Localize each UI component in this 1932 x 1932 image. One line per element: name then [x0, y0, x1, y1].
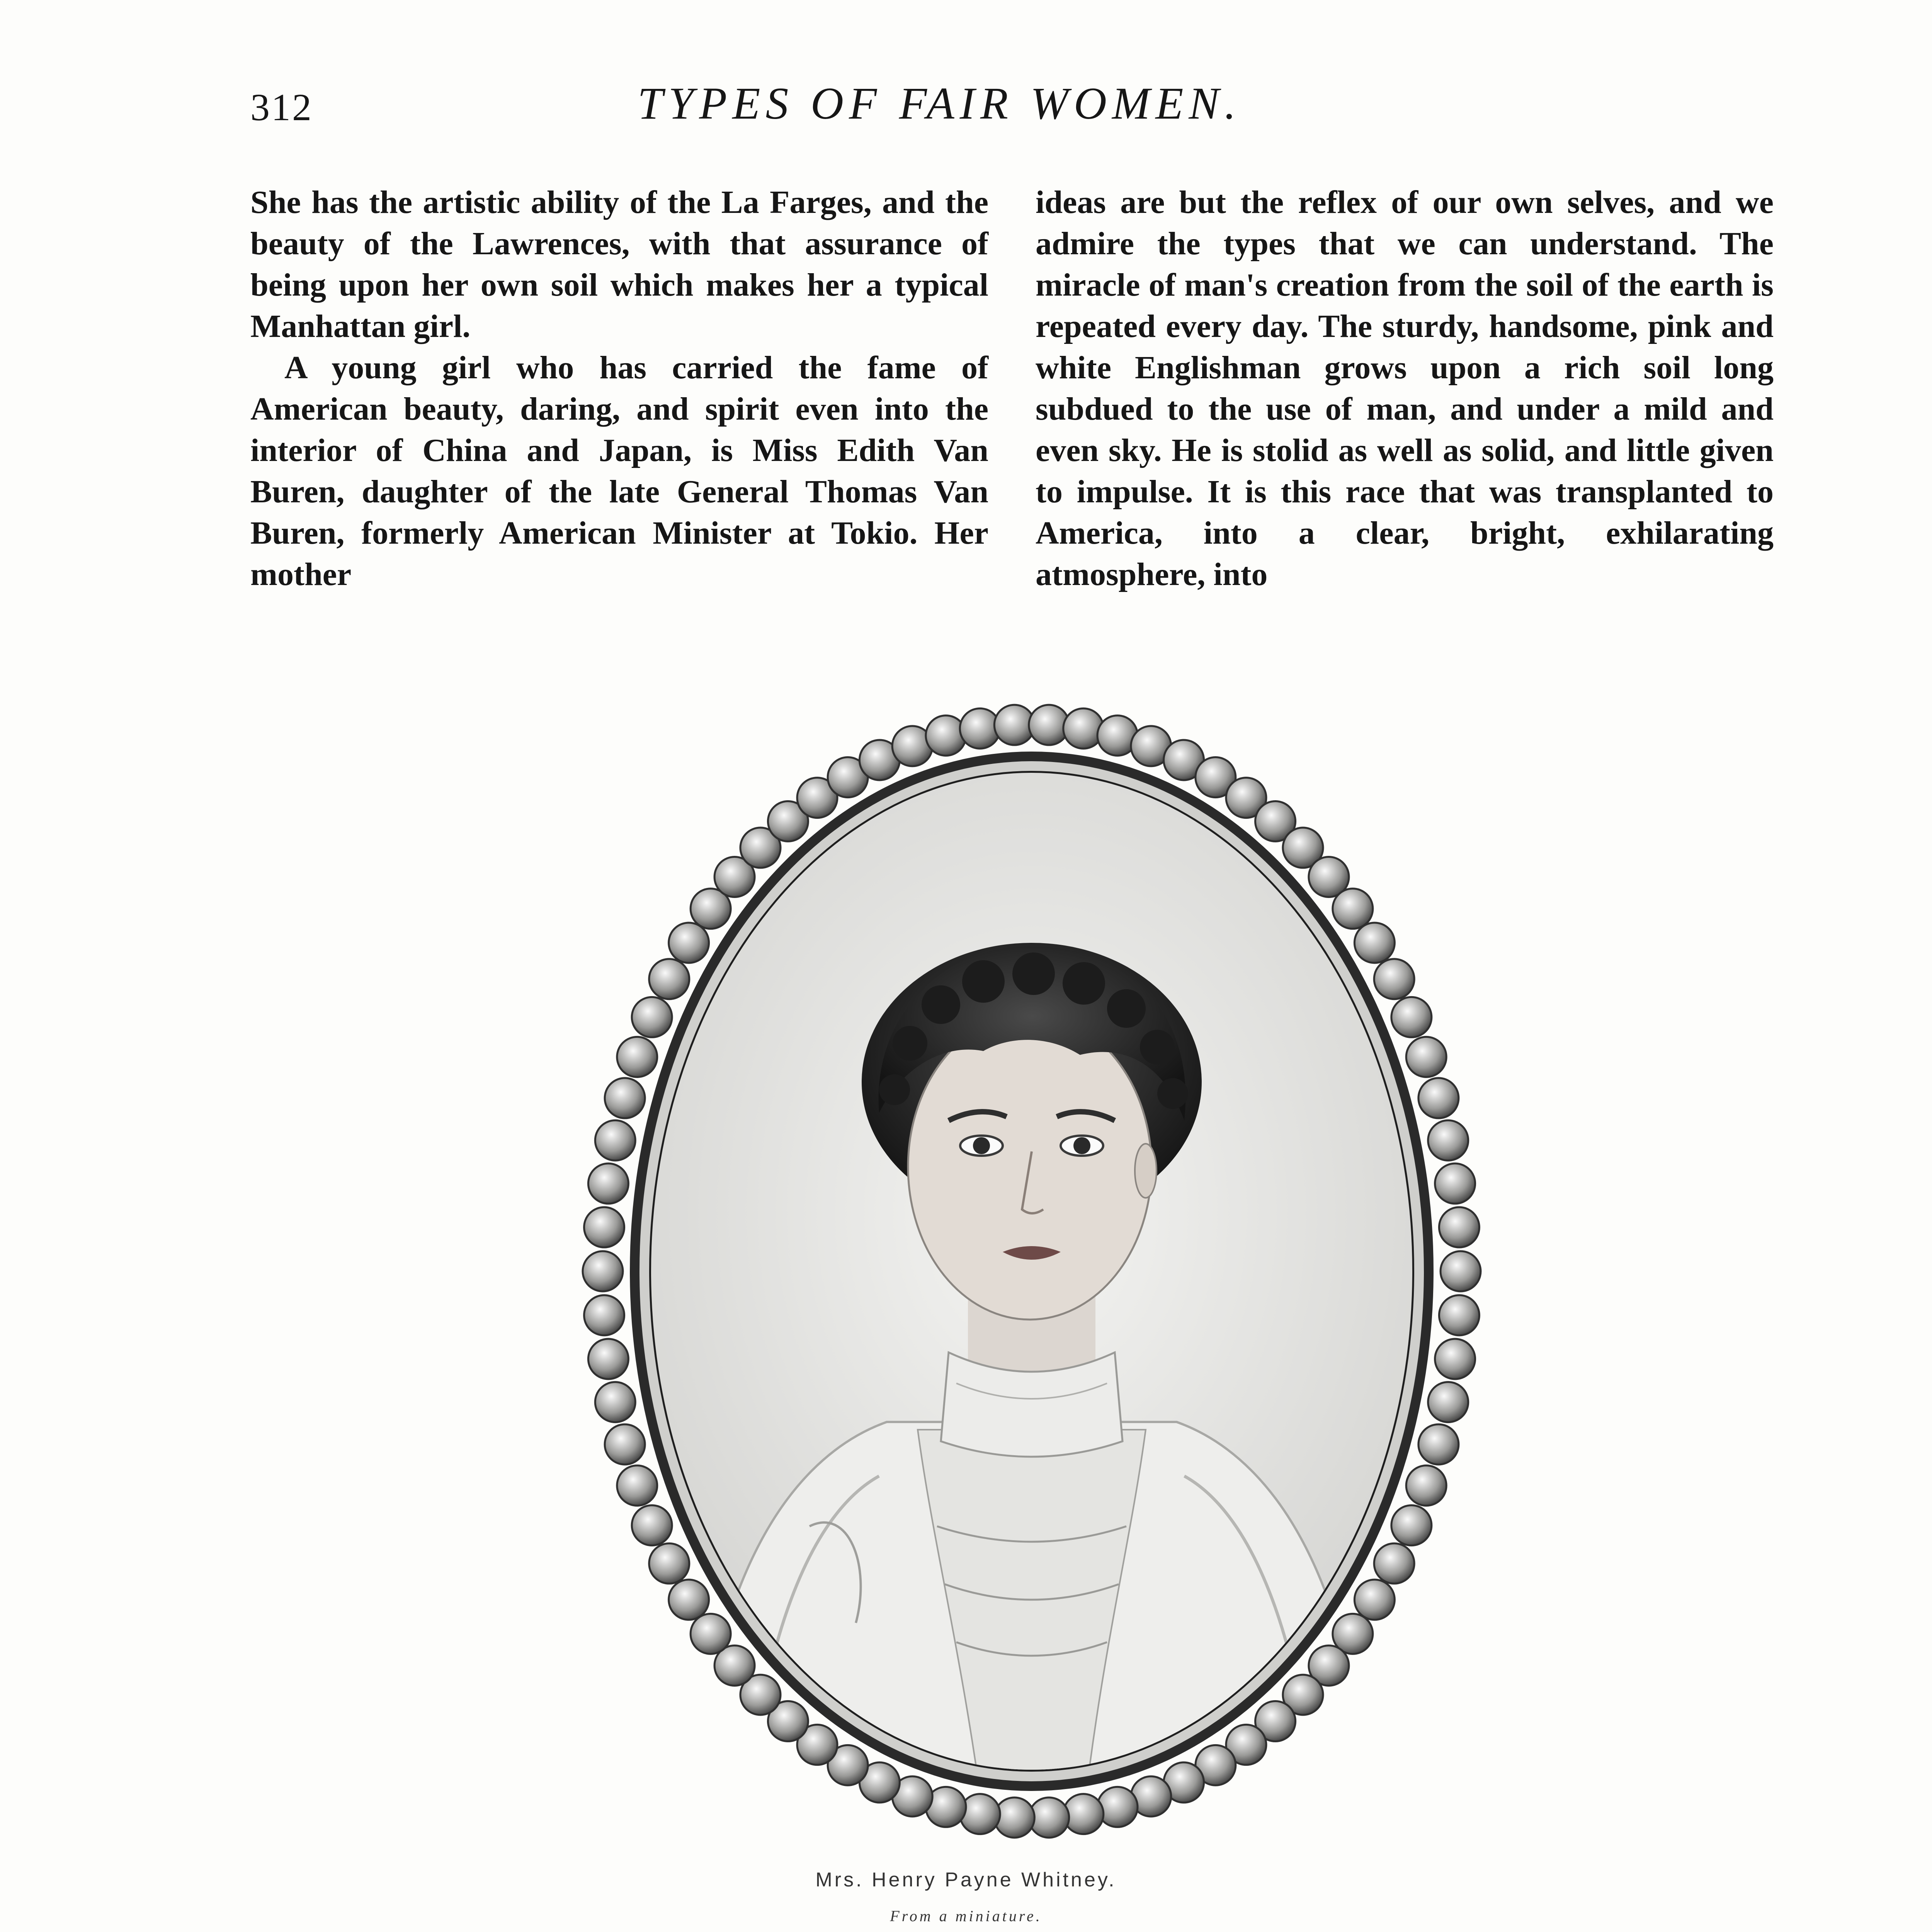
frame-bead	[1440, 1251, 1481, 1291]
frame-bead	[1374, 959, 1414, 999]
page-number: 312	[250, 86, 313, 129]
portrait-illustration	[578, 696, 1486, 1847]
frame-bead	[1435, 1163, 1475, 1204]
frame-bead	[960, 1794, 1000, 1834]
frame-bead	[1406, 1037, 1446, 1077]
frame-bead	[649, 1543, 689, 1583]
frame-bead	[617, 1466, 657, 1506]
frame-bead	[669, 923, 709, 963]
frame-bead	[1428, 1382, 1468, 1422]
paragraph: ideas are but the reflex of our own selves, and we admire the types that we can understand. The miracle of man's creation from the soil of the earth is repeated every day. The sturdy, handsome, pink and white Englishman grows upon a rich soil long subdued to the use of man, and under a mild and even sky. He is stolid as well as solid, and little given to impulse. It is this race that was transplanted to America, into a clear, bright, exhilarating atmosphere, into	[1036, 184, 1774, 592]
figure-caption: Mrs. Henry Payne Whitney.	[815, 1869, 1117, 1891]
frame-bead	[605, 1424, 645, 1464]
frame-bead	[1354, 923, 1395, 963]
frame-bead	[1439, 1207, 1479, 1247]
frame-bead	[632, 1505, 672, 1546]
figure-credit: From a miniature.	[890, 1907, 1042, 1925]
frame-bead	[1439, 1295, 1479, 1335]
column-top-right	[1036, 182, 1774, 595]
frame-bead	[1418, 1078, 1459, 1118]
frame-bead	[1354, 1580, 1395, 1620]
frame-bead	[1428, 1120, 1468, 1160]
frame-bead	[690, 1614, 731, 1654]
paragraph: A young girl who has carried the fame of American beauty, daring, and spirit even into the interior of China and Japan, is Miss Edith Van Buren, daughter of the late General Thomas Van Buren, formerly American Minister at Tokio. Her mother	[250, 350, 988, 592]
frame-bead	[669, 1580, 709, 1620]
paragraph: She has the artistic ability of the La Farges, and the beauty of the Lawrences, with that assurance of being upon her own soil which makes her a typical Manhattan girl.	[250, 184, 988, 344]
frame-bead	[1435, 1339, 1475, 1379]
frame-bead	[1391, 997, 1432, 1037]
frame-bead	[926, 716, 966, 756]
frame-bead	[583, 1251, 623, 1291]
frame-bead	[1333, 889, 1373, 929]
frame-bead	[595, 1120, 635, 1160]
frame-bead	[1418, 1424, 1459, 1464]
page-header	[0, 77, 1932, 139]
column-top-left	[250, 182, 988, 595]
frame-bead	[617, 1037, 657, 1077]
frame-bead	[649, 959, 689, 999]
frame-bead	[588, 1163, 628, 1204]
frame-bead	[1097, 1787, 1138, 1827]
frame-bead	[1391, 1505, 1432, 1546]
frame-bead	[584, 1207, 624, 1247]
frame-bead	[1063, 708, 1104, 748]
frame-bead	[595, 1382, 635, 1422]
frame-bead	[588, 1339, 628, 1379]
running-title: TYPES OF FAIR WOMEN.	[638, 78, 1242, 129]
frame-bead	[1374, 1543, 1414, 1583]
frame-bead	[605, 1078, 645, 1118]
frame-bead	[1406, 1466, 1446, 1506]
frame-bead	[584, 1295, 624, 1335]
frame-bead	[632, 997, 672, 1037]
